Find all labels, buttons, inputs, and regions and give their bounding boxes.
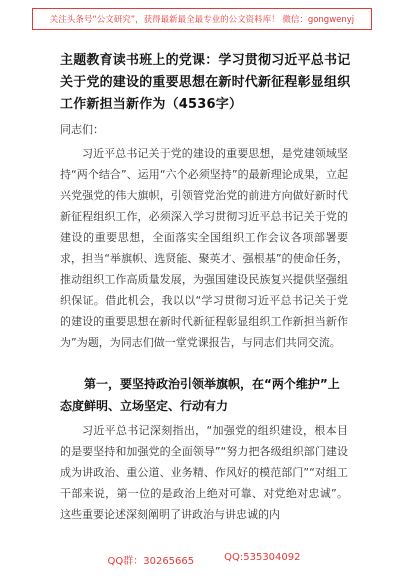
- qq-number: QQ:535304092: [224, 552, 301, 563]
- section-heading: 第一，要坚持政治引领举旗帜，在“两个维护”上态度鲜明、立场坚定、行动有力: [60, 377, 340, 413]
- body-paragraph: 习近平总书记深刻指出，“加强党的组织建设，根本目的是要坚持和加强党的全面领导”“努力把各级组织部门建设成为讲政治、重公道、业务精、作风好的模范部门”“对组工干部来说，第一位的是政治上绝对可靠、对党绝对忠诚”。这些重要论述深刻阐明了讲政治与讲忠诚的内: [60, 424, 348, 521]
- footer-contact: [0, 552, 408, 570]
- document-title: 主题教育读书班上的党课：学习贯彻习近平总书记关于党的建设的重要思想在新时代新征程彰显组织工作新担当新作为（4536字）: [60, 53, 351, 112]
- qq-group: QQ群：30265665: [107, 556, 195, 567]
- body-paragraph: 习近平总书记关于党的建设的重要思想，是党建领域坚持“两个结合”、运用“六个必须坚持”的最新理论成果，立起兴党强党的伟大旗帜，引领管党治党的前进方向做好新时代新征程组织工作，必须深入学习贯彻习近平总书记关于党的建设的重要思想，全面落实全国组织工作会议各项部署要求，担当“举旗帜、选贤能、聚英才、强根基”的使命任务，推动组织工作高质量发展，为强国建设民族复兴提供坚强组织保证。借此机会，我以以“学习贯彻习近平总书记关于党的建设的重要思想在新时代新征程彰显组织工作新担当新作为”为题，为同志们做一堂党课报告，与同志们共同交流。: [60, 147, 348, 349]
- greeting: 同志们：: [60, 123, 104, 136]
- promo-banner-text: 关注头条号“公文研究”，获得最新最全最专业的公文资料库！ 微信：gongwenyj: [49, 15, 355, 25]
- promo-banner: [32, 8, 372, 30]
